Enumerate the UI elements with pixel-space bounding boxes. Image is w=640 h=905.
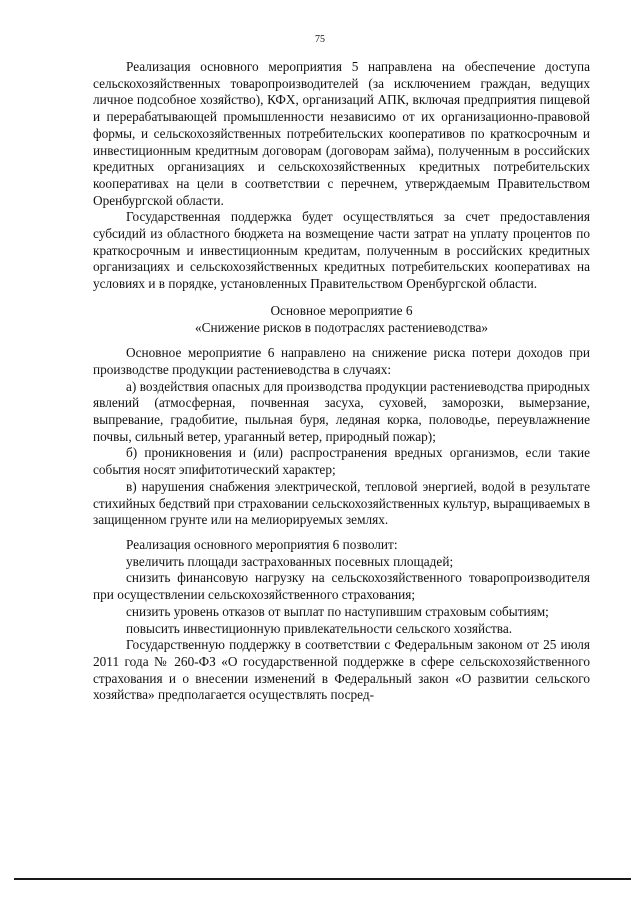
- paragraph-measure-6-allows: Реализация основного мероприятия 6 позволит:: [126, 536, 398, 552]
- result-item-2: снизить финансовую нагрузку на сельскохозяйственного товаропроизводителя при осуществлении сельскохозяйственного страхования;: [93, 570, 590, 603]
- list-item-c: в) нарушения снабжения электрической, тепловой энергией, водой в результате стихийных бедствий при страховании сельскохозяйственных культур, выращиваемых в защищенном грунте или на мелиорируемых землях.: [93, 478, 590, 528]
- paragraph-measure-5-implementation: Реализация основного мероприятия 5 направлена на обеспечение доступа сельскохозяйственных товаропроизводителей (за исключением граждан, ведущих личное подсобное хозяйство), КФХ, организаций АПК, включая предприятия пищевой и перерабатывающей промышленности независимо от их организационно-правовой формы, и сельскохозяйственных потребительских кооперативов по краткосрочным и инвестиционным кредитным договорам (договорам займа), полученным в российских кредитных организациях и сельскохозяйственных кредитных потребительских кооперативах на цели в соответствии с перечнем, утверждаемым Правительством Оренбургской области.: [93, 59, 590, 208]
- list-item-b: б) проникновения и (или) распространения вредных организмов, если такие события носят эпифитотический характер;: [93, 445, 590, 478]
- section-subheading: «Снижение рисков в подотраслях растениеводства»: [194, 319, 489, 335]
- list-item-a: а) воздействия опасных для производства продукции растениеводства природных явлений (атмосферная, почвенная засуха, суховей, заморозки, вымерзание, выпревание, градобитие, пыльная буря, ледяная корка, половодье, переувлажнение почвы, сильный ветер, ураганный ветер, природный пожар);: [93, 378, 590, 444]
- section-heading: Основное мероприятие 6: [270, 302, 413, 318]
- page-number: 75: [315, 34, 325, 45]
- result-item-4: повысить инвестиционную привлекательности сельского хозяйства.: [126, 620, 513, 636]
- document-body: [93, 59, 590, 704]
- paragraph-measure-6-intro: Основное мероприятие 6 направлено на снижение риска потери доходов при производстве продукции растениеводства в случаях:: [93, 345, 590, 377]
- page-bottom-rule: [14, 878, 631, 880]
- result-item-3: снизить уровень отказов от выплат по наступившим страховым событиям;: [126, 603, 549, 619]
- paragraph-state-support-subsidies: Государственная поддержка будет осуществляться за счет предоставления субсидий из областного бюджета на возмещение части затрат на уплату процентов по краткосрочным и инвестиционным кредитам, полученным в российских кредитных организациях и сельскохозяйственных кредитных потребительских кооперативах на условиях и в порядке, установленных Правительством Оренбургской области.: [93, 209, 590, 292]
- paragraph-federal-law: Государственную поддержку в соответствии с Федеральным законом от 25 июля 2011 года № 260-ФЗ «О государственной поддержке в сфере сельскохозяйственного страхования и о внесении изменений в Федеральный закон «О развитии сельского хозяйства» предполагается осуществлять посред-: [93, 637, 590, 703]
- result-item-1: увеличить площади застрахованных посевных площадей;: [126, 553, 454, 569]
